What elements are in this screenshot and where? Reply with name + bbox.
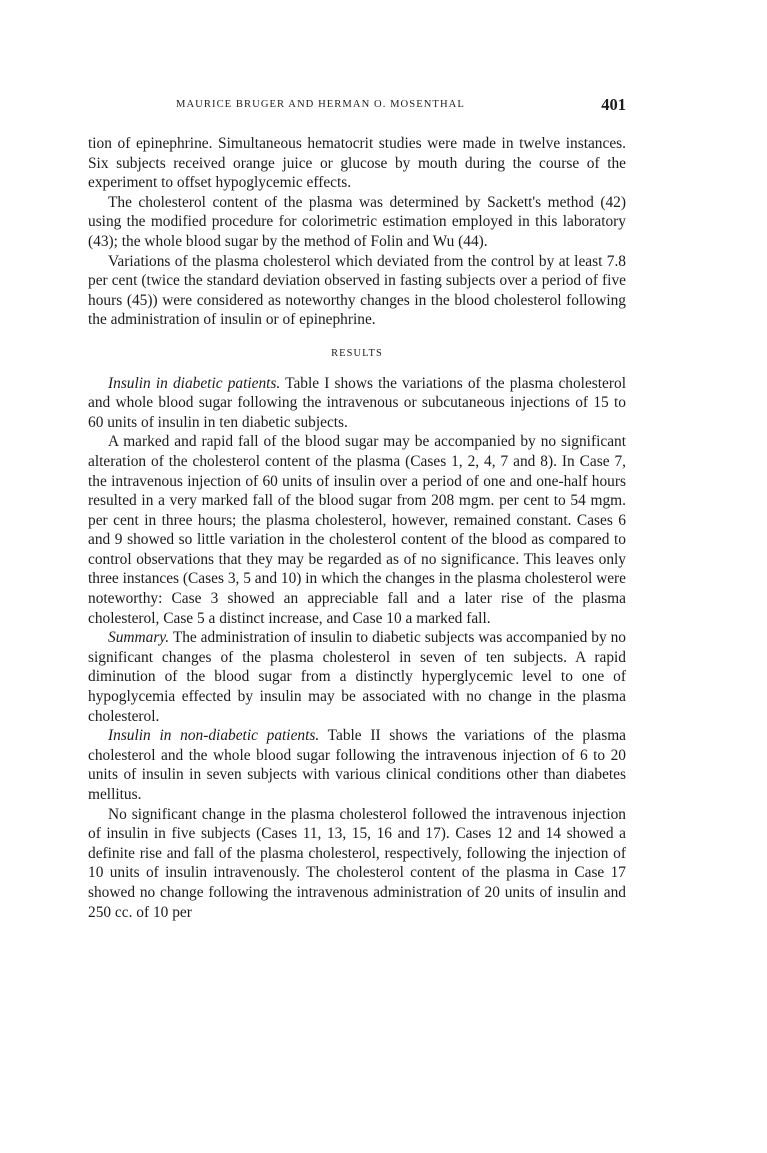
paragraph-insulin-diabetic: [88, 374, 626, 433]
paragraph-non-diabetic-results: No significant change in the plasma cholesterol followed the intravenous injection of insulin in five subjects (Cases 11, 13, 15, 16 and 17). Cases 12 and 14 showed a definite rise and fall of the plasma cholesterol, respectively, following the injection of 10 units of insulin intravenously. The cholesterol content of the plasma in Case 17 showed no change following the intravenous administration of 20 units of insulin and 250 cc. of 10 per: [88, 805, 626, 921]
running-head: [88, 95, 626, 117]
results-heading: RESULTS: [331, 347, 383, 359]
paragraph-text: Table I shows the variations of the plasma cholesterol and whole blood sugar following the intravenous or subcutaneous injections of 15 to 60 units of insulin in ten diabetic subjects.: [88, 374, 626, 431]
paragraph-case-analysis: A marked and rapid fall of the blood sugar may be accompanied by no significant alteration of the cholesterol content of the plasma (Cases 1, 2, 4, 7 and 8). In Case 7, the intravenous injection of 60 units of insulin over a period of one and one-half hours resulted in a very marked fall of the blood sugar from 208 mgm. per cent to 54 mgm. per cent in three hours; the plasma cholesterol, however, remained constant. Cases 6 and 9 showed so little variation in the cholesterol content of the blood as compared to control observations that they may be regarded as of no significance. This leaves only three instances (Cases 3, 5 and 10) in which the changes in the plasma cholesterol were noteworthy: Case 3 showed an appreciable fall and a later rise of the plasma cholesterol, Case 5 a distinct increase, and Case 10 a marked fall.: [88, 433, 626, 627]
paragraph-methods: The cholesterol content of the plasma was determined by Sackett's method (42) using the modified procedure for colorimetric estimation employed in this laboratory (43); the whole blood sugar by the method of Folin and Wu (44).: [88, 193, 626, 250]
paragraph-continued: tion of epinephrine. Simultaneous hematocrit studies were made in twelve instances. Six subjects received orange juice or glucose by mouth during the course of the experiment to offset hypoglycemic effects.: [88, 135, 626, 192]
page-number: 401: [601, 95, 626, 114]
paragraph-criteria: Variations of the plasma cholesterol which deviated from the control by at least 7.8 per cent (twice the standard deviation observed in fasting subjects over a period of five hours (45)) were considered as noteworthy changes in the blood cholesterol following the administration of insulin or of epinephrine.: [88, 252, 626, 329]
paragraph-insulin-non-diabetic: [88, 726, 626, 804]
body-text: [88, 134, 626, 922]
run-in-heading: Insulin in non-diabetic patients.: [108, 727, 320, 745]
paragraph-text: Table II shows the variations of the plasma cholesterol and the whole blood sugar following the intravenous injection of 6 to 20 units of insulin in seven subjects with various clinical conditions other than diabetes mellitus.: [88, 727, 626, 803]
running-title: MAURICE BRUGER AND HERMAN O. MOSENTHAL: [176, 99, 465, 110]
run-in-heading: Insulin in diabetic patients.: [108, 374, 281, 392]
paragraph-text: The administration of insulin to diabetic subjects was accompanied by no significant changes of the plasma cholesterol in seven of ten subjects. A rapid diminution of the blood sugar from a distinctly hyperglycemic level to one of hypoglycemia effected by insulin may be associated with no change in the plasma cholesterol.: [88, 629, 626, 725]
run-in-heading: Summary.: [108, 629, 170, 647]
paragraph-summary: [88, 628, 626, 726]
